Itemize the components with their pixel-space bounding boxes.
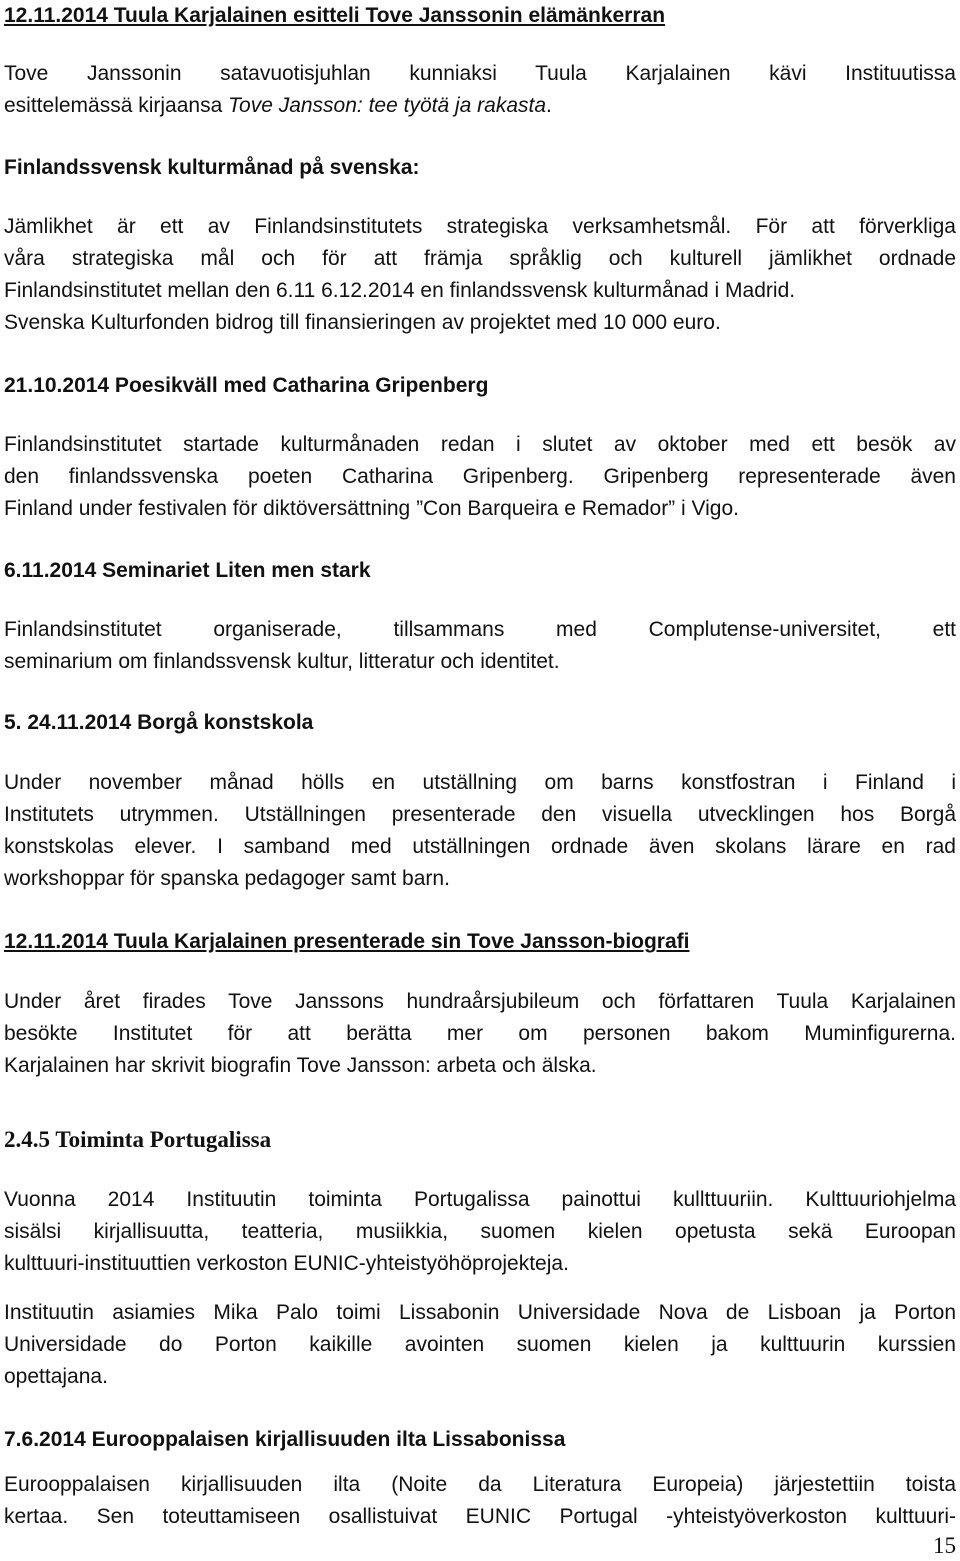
section-heading: 12.11.2014 Tuula Karjalainen presenterade sin Tove Jansson-biografi (4, 930, 690, 953)
text-line: Finlandsinstitutet organiserade, tillsammans med Complutense-universitet, ett (4, 618, 956, 641)
section-poesikvall (4, 370, 956, 402)
text-line: Universidade do Porton kaikille avointen suomen kielen ja kulttuurin kurssien (4, 1333, 956, 1356)
text-line: Finlandsinstitutet mellan den 6.11 6.12.2014 en finlandssvensk kulturmånad i Madrid. (4, 279, 796, 302)
text-line: besökte Institutet för att berätta mer om personen bakom Muminfigurerna. (4, 1022, 956, 1045)
paragraph (4, 1184, 956, 1280)
paragraph (4, 1297, 956, 1393)
text-line: Svenska Kulturfonden bidrog till finansieringen av projektet med 10 000 euro. (4, 311, 721, 334)
section-borga-konstskola (4, 707, 956, 739)
paragraph (4, 1469, 956, 1533)
section-seminariet (4, 555, 956, 587)
text-line: opettajana. (4, 1365, 108, 1388)
text-line: Finlandsinstitutet startade kulturmånaden redan i slutet av oktober med ett besök av (4, 433, 956, 456)
section-heading: 6.11.2014 Seminariet Liten men stark (4, 559, 371, 582)
text-line: Institutets utrymmen. Utställningen presenterade den visuella utvecklingen hos Borgå (4, 803, 956, 826)
text-line: Under november månad hölls en utställning om barns konstfostran i Finland i (4, 771, 956, 794)
text-line: Vuonna 2014 Instituutin toiminta Portugalissa painottui kullttuuriin. Kulttuuriohjelma (4, 1188, 956, 1211)
text-line: Eurooppalaisen kirjallisuuden ilta (Noite da Literatura Europeia) järjestettiin toista (4, 1473, 956, 1496)
text-line: seminarium om finlandssvensk kultur, litteratur och identitet. (4, 650, 560, 673)
section-heading: 21.10.2014 Poesikväll med Catharina Gripenberg (4, 374, 489, 397)
text-line: sisälsi kirjallisuutta, teatteria, musiikkia, suomen kielen opetusta sekä Euroopan (4, 1220, 956, 1243)
paragraph (4, 429, 956, 525)
paragraph (4, 614, 956, 678)
text-line: kulttuuri-instituuttien verkoston EUNIC-yhteistyöhöprojekteja. (4, 1252, 569, 1275)
section-lissabon (4, 1424, 956, 1456)
book-title: Tove Jansson: tee työtä ja rakasta (228, 94, 547, 117)
paragraph (4, 58, 956, 122)
text-line: våra strategiska mål och för att främja språklig och kulturell jämlikhet ordnade (4, 247, 956, 270)
text-line: den finlandssvenska poeten Catharina Gripenberg. Gripenberg representerade även (4, 465, 956, 488)
text-line: Tove Janssonin satavuotisjuhlan kunniaksi Tuula Karjalainen kävi Instituutissa (4, 62, 956, 85)
text-line: workshoppar för spanska pedagoger samt barn. (4, 867, 450, 890)
section-kulturmanad (4, 152, 956, 184)
paragraph (4, 986, 956, 1082)
section-tove-jansson-sv (4, 926, 956, 958)
paragraph (4, 211, 956, 339)
text-line: Karjalainen har skrivit biografin Tove Jansson: arbeta och älska. (4, 1054, 597, 1077)
text-line: Instituutin asiamies Mika Palo toimi Lissabonin Universidade Nova de Lisboan ja Porton (4, 1301, 956, 1324)
text-line (4, 90, 956, 122)
section-tove-jansson-fi (4, 0, 956, 32)
chapter-heading: 2.4.5 Toiminta Portugalissa (4, 1127, 272, 1152)
section-portugal (4, 1124, 956, 1156)
page-number: 15 (933, 1533, 956, 1558)
section-heading: 5. 24.11.2014 Borgå konstskola (4, 711, 314, 734)
text-line: kertaa. Sen toteuttamiseen osallistuivat EUNIC Portugal -yhteistyöverkoston kulttuuri- (4, 1505, 956, 1528)
text-span: . (546, 94, 552, 117)
text-span: esittelemässä kirjaansa (4, 94, 229, 117)
paragraph (4, 767, 956, 895)
section-heading: 12.11.2014 Tuula Karjalainen esitteli Tove Janssonin elämänkerran (4, 4, 666, 27)
text-line: konstskolas elever. I samband med utställningen ordnade även skolans lärare en rad (4, 835, 956, 858)
text-line: Jämlikhet är ett av Finlandsinstitutets strategiska verksamhetsmål. För att förverkliga (4, 215, 956, 238)
section-heading: 7.6.2014 Eurooppalaisen kirjallisuuden ilta Lissabonissa (4, 1428, 566, 1451)
section-heading: Finlandssvensk kulturmånad på svenska: (4, 156, 420, 179)
text-line: Under året firades Tove Janssons hundraårsjubileum och författaren Tuula Karjalainen (4, 990, 956, 1013)
text-line: Finland under festivalen för diktöversättning ”Con Barqueira e Remador” i Vigo. (4, 497, 739, 520)
